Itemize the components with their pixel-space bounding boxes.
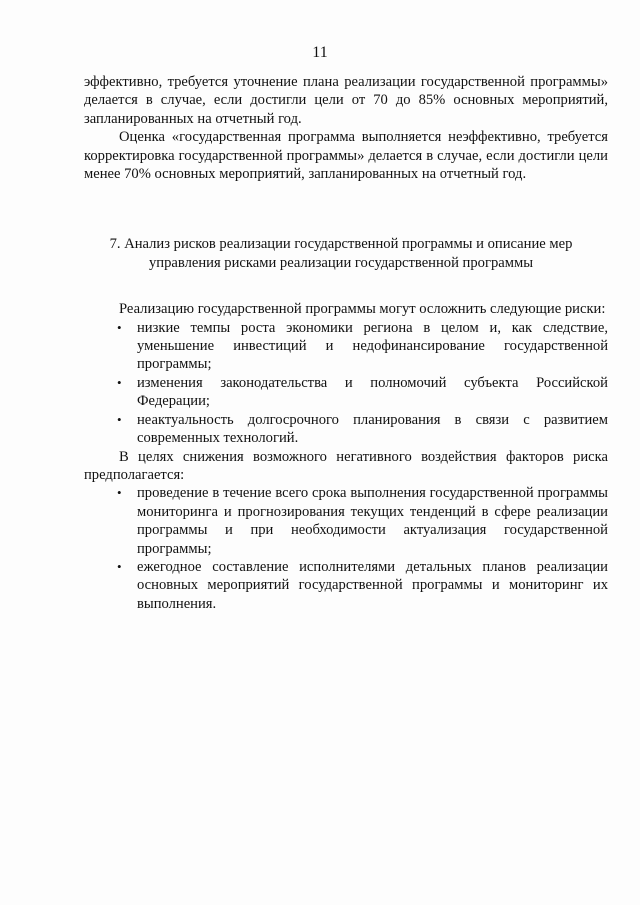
bullet-icon: • — [117, 374, 122, 390]
bullet-icon: • — [117, 558, 122, 574]
measure-text: проведение в течение всего срока выполнения государственной программы мониторинга и прогнозирования текущих тенденций в сфере реализации программы и при необходимости актуализация государственной программы; — [137, 485, 608, 557]
list-item — [84, 558, 608, 613]
document-body — [84, 73, 608, 613]
section-heading — [84, 235, 608, 272]
list-item — [84, 484, 608, 558]
list-item — [84, 411, 608, 448]
bullet-icon: • — [117, 411, 122, 427]
risk-text: низкие темпы роста экономики региона в целом и, как следствие, уменьшение инвестиций и недофинансирование государственной программы; — [137, 319, 608, 373]
page-number: 11 — [312, 44, 328, 61]
assessment-paragraph: Оценка «государственная программа выполняется неэффективно, требуется корректировка государственной программы» делается в случае, если достигли цели менее 70% основных мероприятий, запланированных на отчетный год. — [84, 129, 608, 183]
risks-intro: Реализацию государственной программы могут осложнить следующие риски: — [119, 301, 606, 318]
list-item — [84, 319, 608, 374]
section-heading-line1: 7. Анализ рисков реализации государственной программы и описание мер — [109, 236, 573, 253]
risk-text: изменения законодательства и полномочий субъекта Российской Федерации; — [137, 374, 608, 410]
risks-list — [84, 319, 608, 448]
section-heading-line2: управления рисками реализации государственной программы — [148, 254, 533, 271]
risk-text: неактуальность долгосрочного планирования в связи с развитием современных технологий. — [137, 411, 608, 447]
measure-text: ежегодное составление исполнителями детальных планов реализации основных мероприятий государственной программы и мониторинг их выполнения. — [137, 558, 608, 612]
measures-list — [84, 484, 608, 613]
bullet-icon: • — [117, 319, 122, 335]
list-item — [84, 374, 608, 411]
top-paragraph: эффективно, требуется уточнение плана реализации государственной программы» делается в случае, если достигли цели от 70 до 85% основных мероприятий, запланированных на отчетный год. — [84, 74, 608, 127]
measures-intro: В целях снижения возможного негативного воздействия факторов риска предполагается: — [84, 448, 608, 483]
bullet-icon: • — [117, 485, 122, 501]
